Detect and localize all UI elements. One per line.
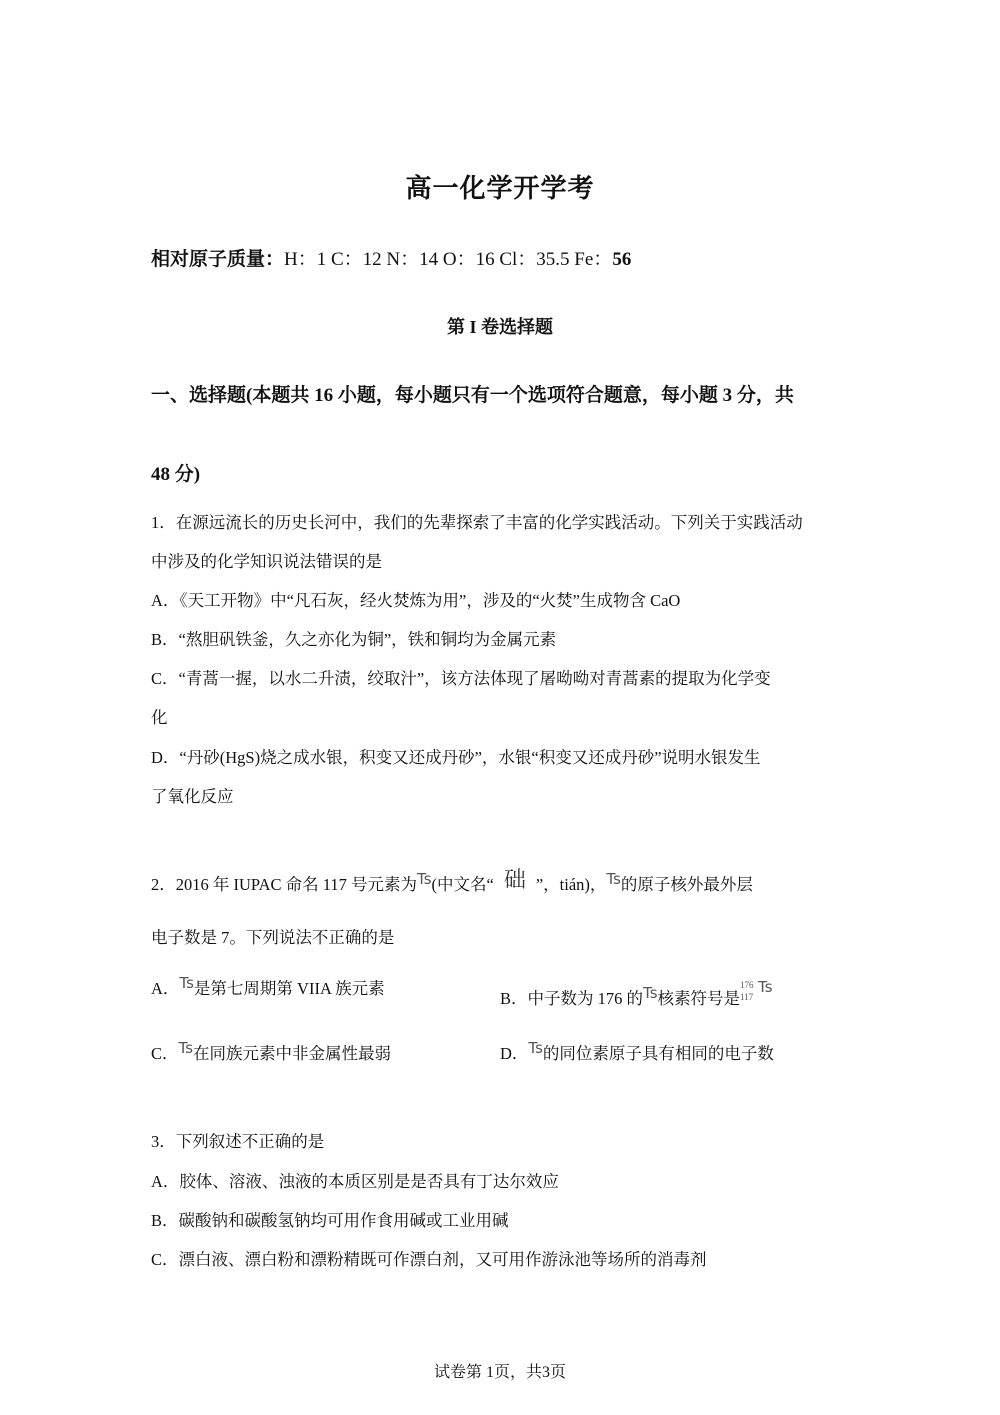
atomic-mass-label: 相对原子质量： — [151, 248, 285, 270]
q1-option-c-line1: C．“青蒿一握，以水二升渍，绞取汁”，该方法体现了屠呦呦对青蒿素的提取为化学变 — [151, 669, 771, 688]
q2-option-c-prefix: C． — [151, 1044, 179, 1063]
q2-option-a — [151, 974, 385, 999]
q1-option-a: A．《天工开物》中“凡石灰，经火焚炼为用”，涉及的“火焚”生成物含 CaO — [151, 591, 681, 610]
atomic-mass-fe: 56 — [612, 249, 632, 270]
q2-stem-part-b: (中文名“ — [431, 875, 494, 894]
ts-symbol: Ts — [643, 984, 658, 1002]
q2-stem-part-c: ”，tián)， — [535, 875, 607, 894]
nuclide-mass-number: 176 — [740, 980, 754, 990]
q1-stem-line2: 中涉及的化学知识说法错误的是 — [151, 552, 382, 571]
ts-symbol: Ts — [179, 974, 194, 992]
nuclide-element-symbol: Ts — [758, 978, 773, 996]
q2-option-a-text: 是第七周期第 VIIA 族元素 — [193, 979, 385, 998]
atomic-mass-line — [151, 244, 631, 271]
q3-option-a: A．胶体、溶液、浊液的本质区别是是否具有丁达尔效应 — [151, 1172, 559, 1191]
q2-stem-line1 — [151, 868, 753, 895]
q2-option-b-text: 核素符号是 — [657, 989, 741, 1008]
exam-title: 高一化学开学考 — [405, 174, 595, 204]
q3-option-c: C．漂白液、漂白粉和漂粉精既可作漂白剂，又可用作游泳池等场所的消毒剂 — [151, 1250, 707, 1269]
ts-symbol: Ts — [606, 870, 621, 888]
q2-option-b — [500, 979, 780, 1009]
volume-title: 第 I 卷选择题 — [446, 317, 553, 337]
q2-option-a-prefix: A． — [151, 979, 180, 998]
ts-nuclide-symbol — [740, 979, 780, 1009]
tian-character: 础 — [503, 868, 526, 893]
q3-stem: 3．下列叙述不正确的是 — [151, 1132, 325, 1151]
q1-option-b: B．“熬胆矾铁釜，久之亦化为铜”，铁和铜均为金属元素 — [151, 630, 557, 649]
atomic-mass-values: H：1 C：12 N：14 O：16 Cl：35.5 Fe： — [284, 249, 613, 270]
q2-option-c — [151, 1039, 392, 1064]
q1-stem-line1: 1．在源远流长的历史长河中，我们的先辈探索了丰富的化学实践活动。下列关于实践活动 — [151, 513, 803, 532]
page-footer: 试卷第 1页，共3页 — [433, 1364, 566, 1381]
section-heading-line2: 48 分) — [151, 464, 201, 485]
q3-option-b: B．碳酸钠和碳酸氢钠均可用作食用碱或工业用碱 — [151, 1211, 509, 1230]
q2-option-c-text: 在同族元素中非金属性最弱 — [193, 1044, 392, 1063]
ts-symbol: Ts — [178, 1039, 194, 1057]
ts-symbol: Ts — [417, 870, 432, 888]
q2-option-d-prefix: D． — [500, 1044, 529, 1063]
q1-option-d-line1: D．“丹砂(HgS)烧之成水银，积变又还成丹砂”，水银“积变又还成丹砂”说明水银发生 — [151, 748, 761, 767]
q1-option-d-line2: 了氧化反应 — [151, 787, 234, 806]
nuclide-atomic-number: 117 — [740, 992, 754, 1002]
ts-symbol: Ts — [528, 1039, 543, 1057]
q2-option-d-text: 的同位素原子具有相同的电子数 — [542, 1044, 774, 1063]
section-heading-line1: 一、选择题(本题共 16 小题，每小题只有一个选项符合题意，每小题 3 分，共 — [151, 385, 794, 406]
q2-option-b-prefix: B．中子数为 176 的 — [500, 989, 644, 1008]
q2-stem-line2: 电子数是 7。下列说法不正确的是 — [151, 928, 395, 947]
q2-stem-part-a: 2．2016 年 IUPAC 命名 117 号元素为 — [151, 875, 418, 894]
q2-stem-part-d: 的原子核外最外层 — [620, 875, 753, 894]
q1-option-c-line2: 化 — [151, 708, 168, 727]
q2-option-d — [500, 1039, 774, 1064]
